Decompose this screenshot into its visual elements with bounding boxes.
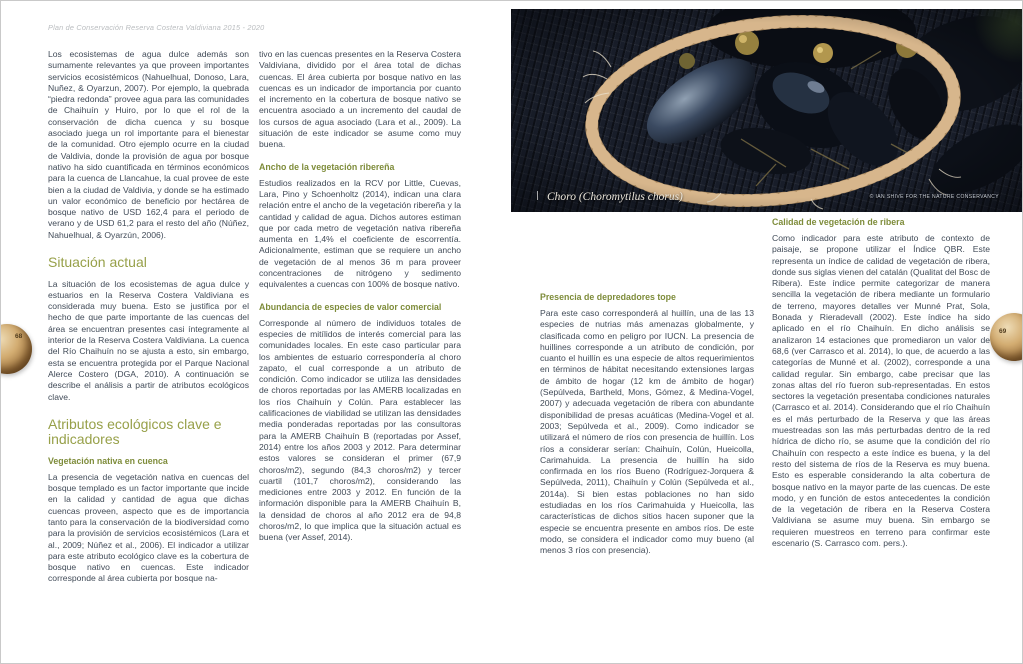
paragraph-situacion-actual: La situación de los ecosistemas de agua dulce y estuarios en la Reserva Costera Valdiviana es considerada muy buena. Esto se justifica por el hecho de que parte importante de las cuencas del área se encuentran presentes casi íntegramente al interior de la Reserva Costera Valdiviana. La cuenca del Río Chaihuín no se ajusta a esto, sin embargo, esta se encuentra protegida por el Parque Nacional Alerce Costero (DGA, 2010). A continuación se describe el análisis a partir de atributos ecológicos clave. bbox=[48, 278, 249, 402]
paragraph-freshwater-services: Los ecosistemas de agua dulce además son sumamente relevantes ya que proveen importantes servicios ecosistémicos (Nahuelhual, Donoso, Lara, Nuñez, & Oyarzun, 2007). Por ejemplo, la quebrada “piedra redonda” provee agua para las comunidades de Chaihuín y Huiro, por lo que el rol de la conservación de dicha cuenca y su bosque asociado juega un rol importante para el bienestar de la comunidad. Otro ejemplo ocurre en la ciudad de Valdivia, donde la provisión de agua por bosque nativo ha sido cuantificada en términos económicos para la cuenca de Llancahue, la cual provee de este bien a la ciudad de Valdivia, y donde se ha estimado un valor económico de beneficio por hectárea de bosque nativo de USD 162,4 para el periodo de verano y de USD 61,2 para el resto del año (Núñez, Nahuelhual, & Oyarzún, 2006). bbox=[48, 49, 249, 240]
page-number-left: 68 bbox=[15, 333, 23, 340]
subheading-vegetacion-nativa: Vegetación nativa en cuenca bbox=[48, 455, 168, 466]
paragraph-vegetacion-nativa: La presencia de vegetación nativa en cuencas del bosque templado es un factor importante que incide en la calidad y cantidad de agua que dichas cuencas proveen, aspecto que es de importancia tanto para la conservación de la biodiversidad como para la provisión de servicios ecosistémicos (Lara et al., 2009; Núñez et al., 2006). El indicador a utilizar para este atributo ecológico clave es la cobertura de bosque nativo en cuencas. Este indicador corresponde al área cubierta por bosque na- bbox=[48, 471, 249, 584]
paragraph-abundancia-especies: Corresponde al número de individuos totales de especies de mitílidos de interés comercial para las comunidades locales. En este caso particular para los ambientes de estuario correspondería al choro zapato, el cual corresponde a un atributo de condición. Como indicador se utiliza las densidades de choros reportadas por las AMERB localizadas en los ríos Chaihuín y Colún. Para establecer las calificaciones de viabilidad se utilizan las densidades media ponderadas reportadas por las consultoras para la AMERB Chaihuín B (reportadas por Assef, 2014) entre los años 2003 y 2012. Para determinar estos valores se consideran el primer (67,9 choros/m2), segundo (84,3 choros/m2) y tercer cuartil (101,7 choros/m2), considerando las mediciones entre 2003 y 2012. En función de la información disponible para la AMERB Chaihuín B, la densidad de choros al año 2012 era de 94,8 choros/m2, lo que implica que la situación actual es buena (ver Assef, 2014). bbox=[259, 317, 461, 543]
paragraph-calidad-vegetacion-ribera: Como indicador para este atributo de contexto de paisaje, se propone utilizar el Índice QBR. Este representa un índice de calidad de vegetación de ribera, donde sus siglas vienen del catalán (Qualitat del Bosc de Ribera). Este índice permite categorizar de manera sencilla la vegetación de ribera mediante un formulario de terreno, mayores detalles ver Munné Prat, Sola, Bonada y Rieradevall (2002). Este índice ha sido aplicado en el río Chaihuín. En dicho análisis se analizaron 14 estaciones que promediaron un valor de 68,6 (ver Carrasco et al. 2014), lo que, de acuerdo a las categorías de Munné et al. (2002), corresponde a una calidad regular. Sin embargo, cabe precisar que las zonas altas del río fueron sub-representadas. En estos sectores la vegetación presentaba condiciones naturales (Carrasco et al. 2014). Considerando que el río Chaihuín es el más perturbado de la Reserva y que las áreas muestreadas son las más perturbadas dentro de la red hídrica de dicho río, se asume que la condición del río Chaihuín con respecto a este índice es buena, y la del resto del sistema de ríos de la Reserva es muy buena. Esto es esperable considerando la alta cobertura de bosque nativo en la mayor parte de las cuencas. De este modo, y en función de estos antecedentes la condición de la vegetación de ribera en la Reserva Costera Valdiviana se asume muy buena. Sin embargo se requieren muestreos en terreno para confirmar este escenario (S. Carrasco com. pers.). bbox=[772, 233, 990, 549]
page-tab-sphere-right bbox=[990, 313, 1023, 361]
photo-caption: Choro (Choromytilus chorus) bbox=[547, 191, 683, 203]
running-header: Plan de Conservación Reserva Costera Valdiviana 2015 - 2020 bbox=[48, 23, 265, 32]
subheading-abundancia-especies: Abundancia de especies de valor comercial bbox=[259, 301, 442, 312]
caption-tick bbox=[537, 191, 538, 200]
choro-mussels-photo bbox=[511, 9, 1023, 212]
left-page-column-1 bbox=[48, 49, 249, 585]
page-number-right: 69 bbox=[999, 328, 1007, 335]
choro-photo-art bbox=[511, 9, 1023, 212]
subheading-ancho-vegetacion: Ancho de la vegetación ribereña bbox=[259, 161, 395, 172]
right-page-column-2 bbox=[772, 217, 990, 549]
section-heading-atributos-ecologicos: Atributos ecológicos clave e indicadores bbox=[48, 415, 222, 448]
photo-credit: © IAN SHIVE FOR THE NATURE CONSERVANCY bbox=[869, 194, 999, 200]
paragraph-depredadores-tope: Para este caso corresponderá al huillín, una de las 13 especies de nutrias más amenazas globalmente, y clasificada como en peligro por IUCN. La presencia de huillines corresponde a un atributo de condición, por cuanto el huillín es una especie de altos requerimientos en términos de hábitat necesitando extensiones largas de ámbito de hogar (12 km de ámbito de hogar) (Sepúlveda, Bartheld, Mons, Gómez, & Medina-Vogel, 2007) y adecuada vegetación de ribera con abundante disponibilidad de presas acuáticas (Medina-Vogel et al. 2003; Sepúlveda et al., 2009). Como indicador se utilizará el número de ríos con presencia de huillín. Los ríos a considerar serían: Chaihuín, Colún, Hueicolla, Carimahuida. La presencia de huillín ha sido confirmada en los ríos Bueno (Rodríguez-Jorquera & Sepúlveda, 2011), Chaihuín y Colún (Sepúlveda et al., 2014a). Si bien estas poblaciones no han sido estudiadas en los ríos Carimahuida y Hueicolla, las características de dichos sitios hacen suponer que la especie se encuentra presente en ambos ríos. De este modo, se considera el indicador como muy bueno (al menos 3 ríos con presencia). bbox=[540, 308, 754, 556]
subheading-depredadores-tope: Presencia de depredadores tope bbox=[540, 292, 676, 302]
right-page-column-1 bbox=[540, 292, 754, 557]
paragraph-vegetacion-nativa-cont: tivo en las cuencas presentes en la Reserva Costera Valdiviana, dividido por el área total de dichas cuencas. El área cubierta por bosque nativo en las cuencas es un indicador de importancia por cuanto el incremento en la cobertura de bosque nativo se encuentra asociado a un incremento del caudal de los cursos de agua asociado (Lara et al., 2009). La situación de este indicador se asume como muy buena. bbox=[259, 49, 461, 150]
subheading-calidad-vegetacion-ribera: Calidad de vegetación de ribera bbox=[772, 217, 905, 227]
page-tab-sphere-left bbox=[0, 324, 32, 374]
section-heading-situacion-actual: Situación actual bbox=[48, 254, 147, 271]
left-page-column-2 bbox=[259, 49, 461, 544]
paragraph-ancho-vegetacion: Estudios realizados en la RCV por Little, Cuevas, Lara, Pino y Schoenholtz (2014), indican una clara relación entre el ancho de la vegetación ribereña y la cantidad y calidad de agua. Dichos autores estiman que por cada metro de vegetación nativa ribereña aumenta en 1,4% el coeficiente de escorrentía. Adicionalmente, estiman que se requiere un ancho de vegetación de al menos 36 m para proveer concentraciones de nitrógeno y sedimento equivalentes a cuencas con 100% de bosque nativo. bbox=[259, 177, 461, 290]
